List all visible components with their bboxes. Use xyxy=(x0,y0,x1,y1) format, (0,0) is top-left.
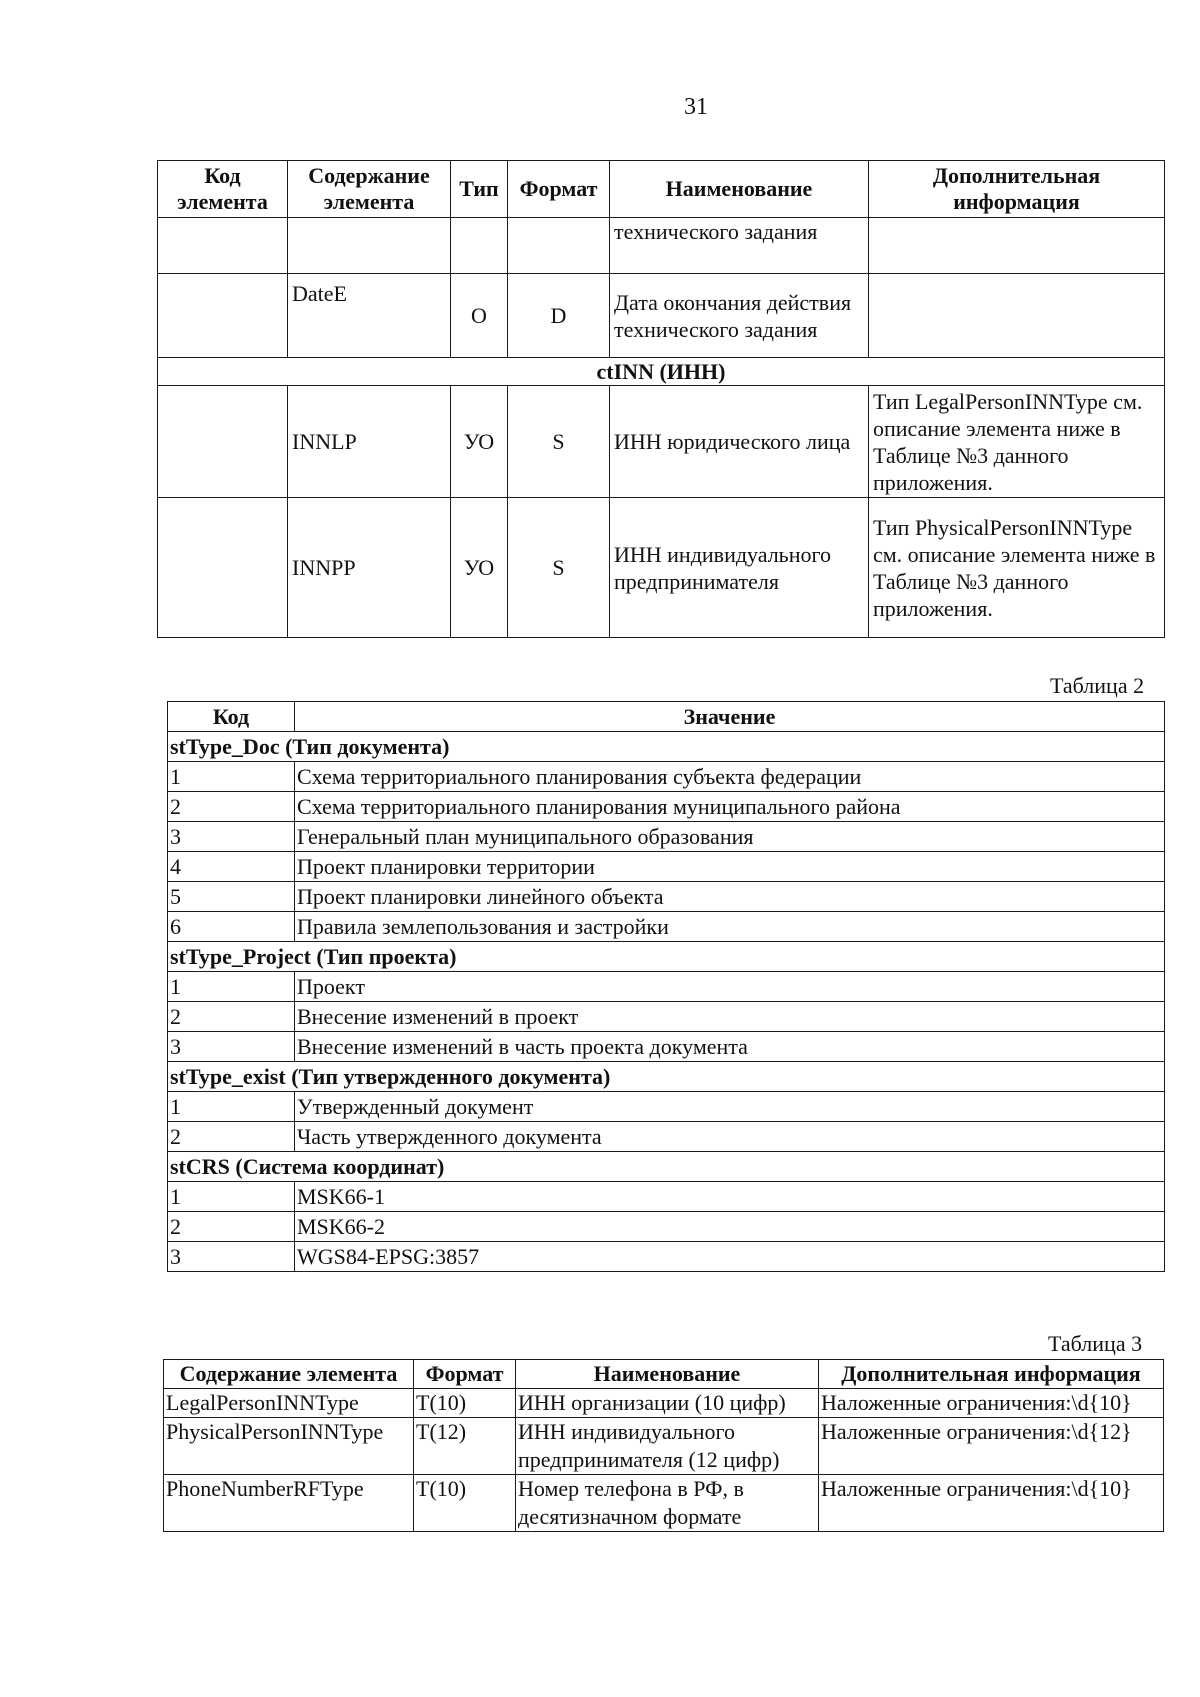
cell-info xyxy=(869,218,1165,274)
cell-format: D xyxy=(508,274,610,358)
cell-value: MSK66-1 xyxy=(295,1182,1165,1212)
column-header: Дополнительная информация xyxy=(819,1360,1164,1389)
table-row xyxy=(168,912,1165,942)
table-row xyxy=(168,1182,1165,1212)
cell-type: О xyxy=(451,274,508,358)
table-row xyxy=(168,1092,1165,1122)
table-row xyxy=(168,1212,1165,1242)
cell-name: ИНН организации (10 цифр) xyxy=(516,1389,819,1418)
cell-type: УО xyxy=(451,386,508,498)
cell-value: Внесение изменений в проект xyxy=(295,1002,1165,1032)
cell-content: PhoneNumberRFType xyxy=(164,1475,414,1532)
cell-value: Проект планировки территории xyxy=(295,852,1165,882)
table-row xyxy=(168,762,1165,792)
table-header-row xyxy=(168,702,1165,732)
cell-format: T(10) xyxy=(414,1475,516,1532)
cell-value: Часть утвержденного документа xyxy=(295,1122,1165,1152)
cell-value: Внесение изменений в часть проекта документа xyxy=(295,1032,1165,1062)
table-row xyxy=(168,1032,1165,1062)
table-row xyxy=(168,972,1165,1002)
table-caption: Таблица 3 xyxy=(1048,1331,1143,1356)
cell-info: Наложенные ограничения:\d{10} xyxy=(819,1389,1164,1418)
cell-name: ИНН индивидуального предпринимателя xyxy=(610,498,869,638)
table-row xyxy=(168,792,1165,822)
cell-name: Дата окончания действия технического задания xyxy=(610,274,869,358)
cell-name: технического задания xyxy=(610,218,869,274)
group-row xyxy=(168,732,1165,762)
cell-code: 1 xyxy=(168,972,295,1002)
section-row xyxy=(158,358,1165,386)
column-header: Содержание элемента xyxy=(164,1360,414,1389)
cell-info: Наложенные ограничения:\d{12} xyxy=(819,1418,1164,1475)
cell-value: MSK66-2 xyxy=(295,1212,1165,1242)
table-row xyxy=(164,1418,1164,1475)
group-title: stType_Doc (Тип документа) xyxy=(168,732,1165,762)
cell-format xyxy=(508,218,610,274)
codes-table-body xyxy=(168,732,1165,1272)
group-title: stType_exist (Тип утвержденного документа) xyxy=(168,1062,1165,1092)
cell-info: Тип PhysicalPersonINNType см. описание элемента ниже в Таблице №3 данного приложения. xyxy=(869,498,1165,638)
table-row xyxy=(158,386,1165,498)
elements-table xyxy=(157,160,1165,638)
cell-code: 2 xyxy=(168,792,295,822)
cell-format: T(10) xyxy=(414,1389,516,1418)
column-header: Дополнительная информация xyxy=(869,161,1165,218)
cell-code: 1 xyxy=(168,1182,295,1212)
group-title: stType_Project (Тип проекта) xyxy=(168,942,1165,972)
cell-content: DateE xyxy=(288,274,451,358)
cell-info: Тип LegalPersonINNType см. описание элемента ниже в Таблице №3 данного приложения. xyxy=(869,386,1165,498)
cell-code xyxy=(158,218,288,274)
table-row xyxy=(168,822,1165,852)
cell-code: 2 xyxy=(168,1212,295,1242)
table-row xyxy=(164,1389,1164,1418)
table-row xyxy=(168,1242,1165,1272)
table-caption: Таблица 2 xyxy=(1050,673,1145,698)
cell-content xyxy=(288,218,451,274)
table-header-row xyxy=(158,161,1165,218)
cell-value: WGS84-EPSG:3857 xyxy=(295,1242,1165,1272)
column-header: Код xyxy=(168,702,295,732)
column-header: Тип xyxy=(451,161,508,218)
column-header: Содержание элемента xyxy=(288,161,451,218)
column-header: Наименование xyxy=(516,1360,819,1389)
section-title: ctINN (ИНН) xyxy=(158,358,1165,386)
cell-info: Наложенные ограничения:\d{10} xyxy=(819,1475,1164,1532)
table-row xyxy=(158,274,1165,358)
cell-format: S xyxy=(508,498,610,638)
column-header: Наименование xyxy=(610,161,869,218)
cell-content: LegalPersonINNType xyxy=(164,1389,414,1418)
table-row xyxy=(158,498,1165,638)
cell-value: Проект xyxy=(295,972,1165,1002)
cell-code: 5 xyxy=(168,882,295,912)
table-row xyxy=(164,1475,1164,1532)
table-header-row xyxy=(164,1360,1164,1389)
table-row xyxy=(168,852,1165,882)
cell-info xyxy=(869,274,1165,358)
codes-table xyxy=(167,701,1165,1272)
cell-value: Правила землепользования и застройки xyxy=(295,912,1165,942)
group-row xyxy=(168,942,1165,972)
column-header: Формат xyxy=(414,1360,516,1389)
cell-value: Схема территориального планирования субъекта федерации xyxy=(295,762,1165,792)
cell-format: S xyxy=(508,386,610,498)
cell-code xyxy=(158,498,288,638)
cell-type: УО xyxy=(451,498,508,638)
cell-code: 2 xyxy=(168,1002,295,1032)
table-row xyxy=(158,218,1165,274)
group-row xyxy=(168,1062,1165,1092)
cell-name: ИНН юридического лица xyxy=(610,386,869,498)
table-row xyxy=(168,1122,1165,1152)
cell-content: INNLP xyxy=(288,386,451,498)
cell-content: INNPP xyxy=(288,498,451,638)
cell-code: 3 xyxy=(168,822,295,852)
cell-code: 1 xyxy=(168,762,295,792)
cell-code xyxy=(158,274,288,358)
table-row xyxy=(168,1002,1165,1032)
cell-code: 1 xyxy=(168,1092,295,1122)
cell-name: ИНН индивидуального предпринимателя (12 цифр) xyxy=(516,1418,819,1475)
cell-code: 4 xyxy=(168,852,295,882)
cell-code: 6 xyxy=(168,912,295,942)
cell-value: Утвержденный документ xyxy=(295,1092,1165,1122)
cell-content: PhysicalPersonINNType xyxy=(164,1418,414,1475)
group-title: stCRS (Система координат) xyxy=(168,1152,1165,1182)
column-header: Значение xyxy=(295,702,1165,732)
column-header: Формат xyxy=(508,161,610,218)
cell-code: 3 xyxy=(168,1242,295,1272)
cell-code: 3 xyxy=(168,1032,295,1062)
cell-name: Номер телефона в РФ, в десятизначном формате xyxy=(516,1475,819,1532)
table-row xyxy=(168,882,1165,912)
group-row xyxy=(168,1152,1165,1182)
types-table xyxy=(163,1359,1164,1532)
column-header: Код элемента xyxy=(158,161,288,218)
cell-value: Генеральный план муниципального образования xyxy=(295,822,1165,852)
page-number: 31 xyxy=(684,94,708,120)
cell-code: 2 xyxy=(168,1122,295,1152)
cell-format: T(12) xyxy=(414,1418,516,1475)
cell-value: Проект планировки линейного объекта xyxy=(295,882,1165,912)
cell-value: Схема территориального планирования муниципального района xyxy=(295,792,1165,822)
cell-type xyxy=(451,218,508,274)
cell-code xyxy=(158,386,288,498)
